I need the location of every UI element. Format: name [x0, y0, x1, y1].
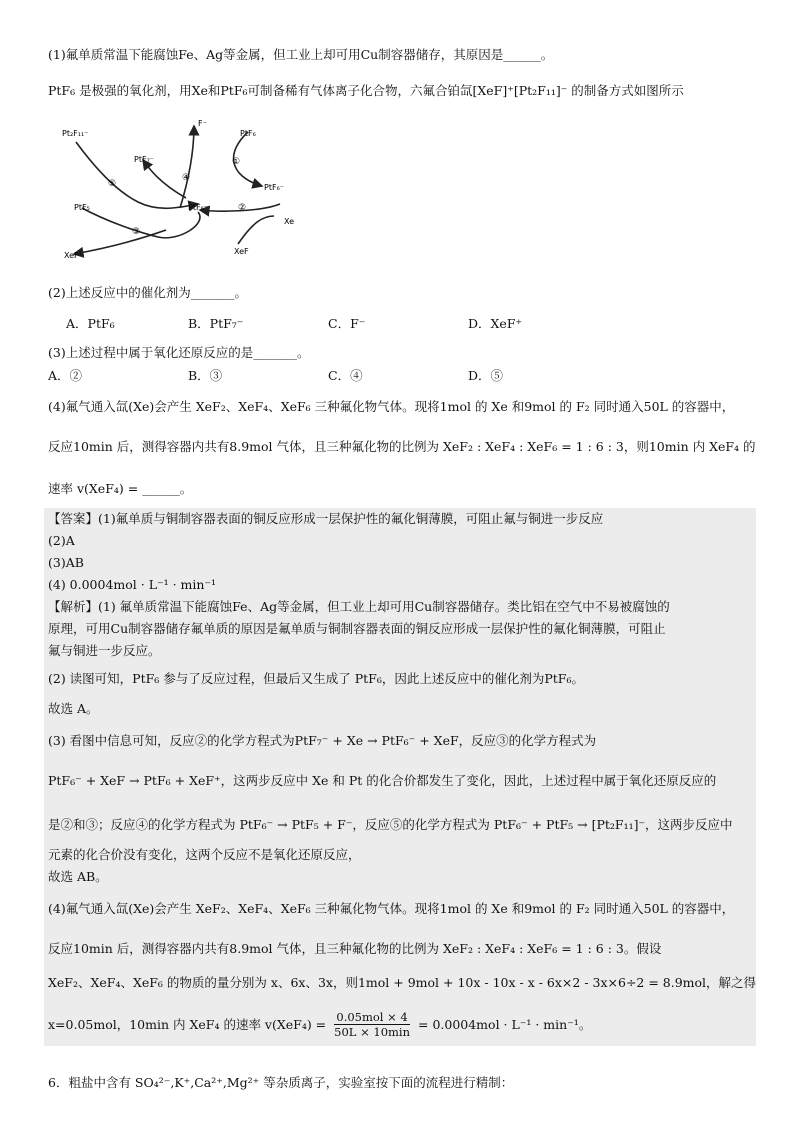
label-xef-plus: XeF⁺ — [64, 251, 83, 260]
question-3-stem: (3)上述过程中属于氧化还原反应的是_______。 — [48, 345, 310, 360]
question-1: (1)氟单质常温下能腐蚀Fe、Ag等金属，但工业上却可用Cu制容器储存，其原因是______。 — [48, 47, 554, 62]
fraction-denominator: 50L × 10min — [334, 1025, 410, 1039]
rate-fraction — [332, 1010, 412, 1039]
step-3-marker: ③ — [132, 227, 141, 237]
analysis-2-conclusion: 故选 A。 — [48, 701, 99, 716]
answer-3: (3)AB — [48, 555, 84, 570]
question-4-line-2: 反应10min 后，测得容器内共有8.9mol 气体，且三种氟化物的比例为 XeF₂ : XeF₄ : XeF₆ = 1 : 6 : 3，则10min 内 XeF₄ 的 — [48, 439, 756, 454]
arrow-step-3 — [82, 208, 200, 238]
arrow-xef — [74, 230, 166, 254]
q2-option-d[interactable]: D．XeF⁺ — [468, 316, 523, 331]
q2-option-a[interactable]: A．PtF₆ — [66, 316, 115, 331]
question-4-line-3: 速率 v(XeF₄) = ______。 — [48, 481, 193, 496]
analysis-4-line-4 — [48, 1010, 760, 1039]
question-intro: PtF₆ 是极强的氧化剂，用Xe和PtF₆可制备稀有气体离子化合物，六氟合铂氙[XeF]⁺[Pt₂F₁₁]⁻ 的制备方式如图所示 — [48, 83, 684, 98]
answer-4: (4) 0.0004mol · L⁻¹ · min⁻¹ — [48, 577, 217, 592]
question-6: 6．粗盐中含有 SO₄²⁻,K⁺,Ca²⁺,Mg²⁺ 等杂质离子，实验室按下面的流程进行精制： — [48, 1075, 514, 1090]
step-2-marker: ② — [238, 203, 247, 213]
label-f: F⁻ — [198, 119, 207, 128]
answer-1: 【答案】(1)氟单质与铜制容器表面的铜反应形成一层保护性的氟化铜薄膜，可阻止氟与铜进一步反应 — [48, 511, 604, 526]
arrow-step-4 — [143, 160, 186, 198]
analysis-1-line-2: 原理，可用Cu制容器储存氟单质的原因是氟单质与铜制容器表面的铜反应形成一层保护性的氟化铜薄膜，可阻止 — [48, 621, 666, 636]
analysis-1-line-3: 氟与铜进一步反应。 — [48, 643, 161, 658]
step-1-marker: ① — [232, 157, 241, 167]
q2-option-c[interactable]: C．F⁻ — [328, 316, 366, 331]
analysis-4-rate-result: = 0.0004mol · L⁻¹ · min⁻¹。 — [418, 1016, 592, 1032]
fraction-numerator: 0.05mol × 4 — [336, 1010, 408, 1024]
analysis-3-line-1: (3) 看图中信息可知，反应②的化学方程式为PtF₇⁻ + Xe → PtF₆⁻ + XeF，反应③的化学方程式为 — [48, 733, 597, 748]
step-4-marker: ④ — [182, 173, 191, 183]
analysis-3-line-5: 故选 AB。 — [48, 869, 108, 884]
q3-option-b[interactable]: B．③ — [188, 368, 223, 383]
label-xe: Xe — [284, 217, 295, 226]
q3-option-c[interactable]: C．④ — [328, 368, 363, 383]
label-pt2f11: Pt₂F₁₁⁻ — [62, 129, 89, 138]
analysis-4-line-2: 反应10min 后，测得容器内共有8.9mol 气体，且三种氟化物的比例为 XeF₂ : XeF₄ : XeF₆ = 1 : 6 : 3。假设 — [48, 941, 662, 956]
analysis-3-line-4: 元素的化合价没有变化，这两个反应不是氧化还原反应， — [48, 847, 361, 862]
label-ptf6-minus-right: PtF₆⁻ — [264, 183, 284, 192]
label-ptf7: PtF₇⁻ — [134, 155, 154, 164]
arrow-step-5 — [76, 142, 198, 208]
arrow-step-2b — [238, 216, 274, 244]
reaction-diagram — [48, 112, 318, 272]
analysis-4-line-1: (4)氟气通入氙(Xe)会产生 XeF₂、XeF₄、XeF₆ 三种氟化物气体。现将1mol 的 Xe 和9mol 的 F₂ 同时通入50L 的容器中， — [48, 901, 735, 916]
analysis-4-rate-prefix: x=0.05mol，10min 内 XeF₄ 的速率 v(XeF₄) = — [48, 1016, 327, 1032]
q3-option-a[interactable]: A．② — [48, 368, 83, 383]
step-5-marker: ⑤ — [108, 179, 117, 189]
analysis-3-line-3: 是②和③；反应④的化学方程式为 PtF₆⁻ → PtF₅ + F⁻，反应⑤的化学方程式为 PtF₆⁻ + PtF₅ → [Pt₂F₁₁]⁻，这两步反应中 — [48, 817, 733, 832]
analysis-2: (2) 读图可知，PtF₆ 参与了反应过程，但最后又生成了 PtF₆，因此上述反应中的催化剂为PtF₆。 — [48, 671, 584, 686]
analysis-1-line-1: 【解析】(1) 氟单质常温下能腐蚀Fe、Ag等金属，但工业上却可用Cu制容器储存。类比铝在空气中不易被腐蚀的 — [48, 599, 670, 614]
question-4-line-1: (4)氟气通入氙(Xe)会产生 XeF₂、XeF₄、XeF₆ 三种氟化物气体。现将1mol 的 Xe 和9mol 的 F₂ 同时通入50L 的容器中， — [48, 399, 735, 414]
question-2-stem: (2)上述反应中的催化剂为_______。 — [48, 285, 247, 300]
label-ptf6-top: PtF₆ — [240, 129, 256, 138]
analysis-3-line-2: PtF₆⁻ + XeF → PtF₆ + XeF⁺，这两步反应中 Xe 和 Pt 的化合价都发生了变化，因此，上述过程中属于氧化还原反应的 — [48, 773, 717, 788]
q2-option-b[interactable]: B．PtF₇⁻ — [188, 316, 244, 331]
label-ptf5: PtF₅ — [74, 203, 90, 212]
answer-2: (2)A — [48, 533, 75, 548]
analysis-4-line-3: XeF₂、XeF₄、XeF₆ 的物质的量分别为 x、6x、3x，则1mol + 9mol + 10x - 10x - x - 6x×2 - 3x×6÷2 = 8.9mol，解之得 — [48, 975, 757, 990]
label-ptf6-minus-center: PtF₆⁻ — [188, 203, 208, 212]
q3-option-d[interactable]: D．⑤ — [468, 368, 504, 383]
label-xef: XeF — [234, 247, 249, 256]
